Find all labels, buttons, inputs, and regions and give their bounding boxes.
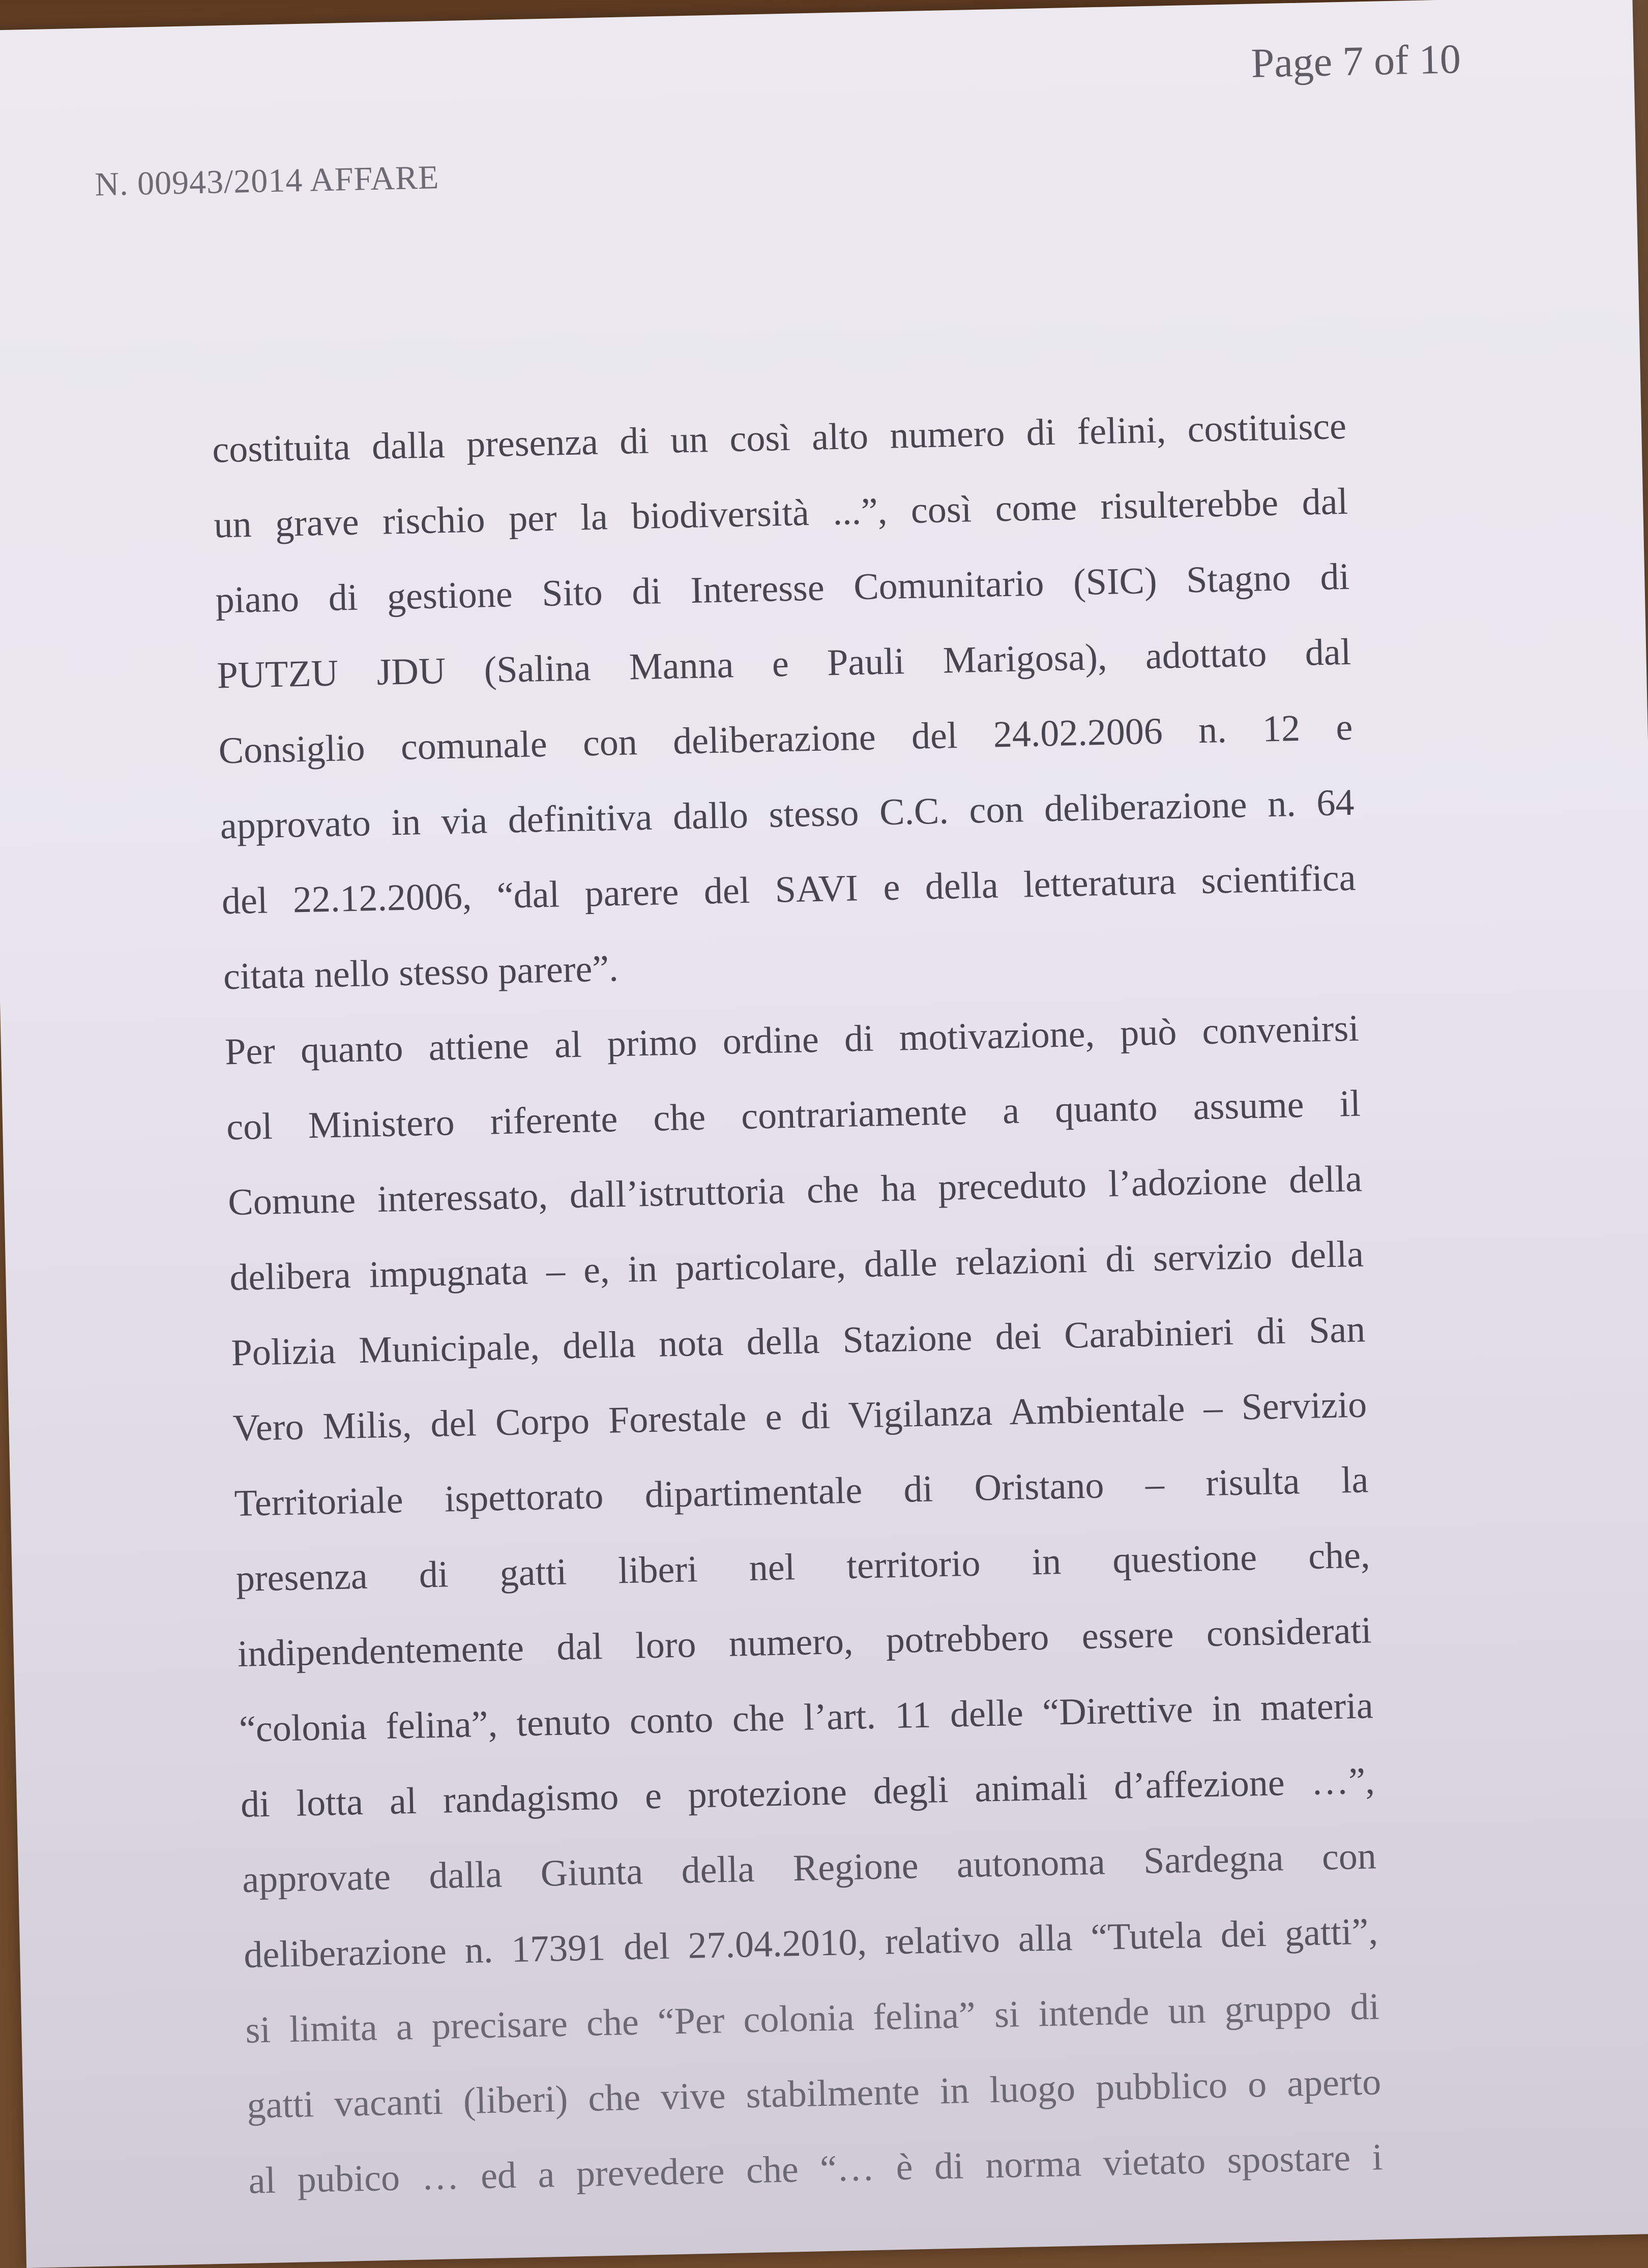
text-line: indipendentemente dal loro numero, potrebbero essere considerati — [237, 1609, 1372, 1675]
text-line: del 22.12.2006, “dal parere del SAVI e della letteratura scientifica — [221, 857, 1357, 923]
text-line: Per quanto attiene al primo ordine di motivazione, può convenirsi — [224, 1007, 1360, 1073]
text-line: col Ministero riferente che contrariamente a quanto assume il — [226, 1082, 1361, 1148]
text-line: al pubico … ed a prevedere che “… è di norma vietato spostare i — [248, 2136, 1384, 2202]
case-number: N. 00943/2014 AFFARE — [94, 159, 440, 203]
text-line: presenza di gatti liberi nel territorio in questione che, — [236, 1534, 1371, 1600]
text-line: gatti vacanti (liberi) che vive stabilmente in luogo pubblico o aperto — [246, 2061, 1381, 2127]
text-line: delibera impugnata – e, in particolare, dalle relazioni di servizio della — [229, 1233, 1364, 1299]
text-line: approvato in via definitiva dallo stesso C.C. con deliberazione n. 64 — [220, 781, 1355, 847]
text-line: “colonia felina”, tenuto conto che l’art. 11 delle “Direttive in materia — [239, 1685, 1374, 1751]
page-indicator: Page 7 of 10 — [1250, 36, 1461, 86]
text-line: PUTZU JDU (Salina Manna e Pauli Marigosa), adottato dal — [216, 631, 1352, 697]
text-line: Consiglio comunale con deliberazione del 24.02.2006 n. 12 e — [218, 706, 1353, 772]
text-line: Comune interessato, dall’istruttoria che ha preceduto l’adozione della — [227, 1158, 1363, 1224]
text-line: Territoriale ispettorato dipartimentale di Oristano – risulta la — [233, 1459, 1369, 1525]
document-body — [212, 389, 1384, 2219]
text-line: deliberazione n. 17391 del 27.04.2010, relativo alla “Tutela dei gatti”, — [243, 1910, 1378, 1976]
text-line: citata nello stesso parere”. — [223, 948, 619, 998]
text-line: costituita dalla presenza di un così alto numero di felini, costituisce — [212, 405, 1347, 471]
text-line: approvate dalla Giunta della Regione autonoma Sardegna con — [242, 1835, 1377, 1901]
text-line: Vero Milis, del Corpo Forestale e di Vigilanza Ambientale – Servizio — [232, 1383, 1368, 1450]
text-line: si limita a precisare che “Per colonia felina” si intende un gruppo di — [245, 1986, 1380, 2051]
text-line: un grave rischio per la biodiversità ...”, così come risulterebbe dal — [213, 480, 1348, 546]
text-line: di lotta al randagismo e protezione degli animali d’affezione …”, — [240, 1760, 1375, 1826]
text-line: Polizia Municipale, della nota della Stazione dei Carabinieri di San — [230, 1308, 1366, 1374]
text-line: piano di gestione Sito di Interesse Comunitario (SIC) Stagno di — [215, 555, 1350, 622]
